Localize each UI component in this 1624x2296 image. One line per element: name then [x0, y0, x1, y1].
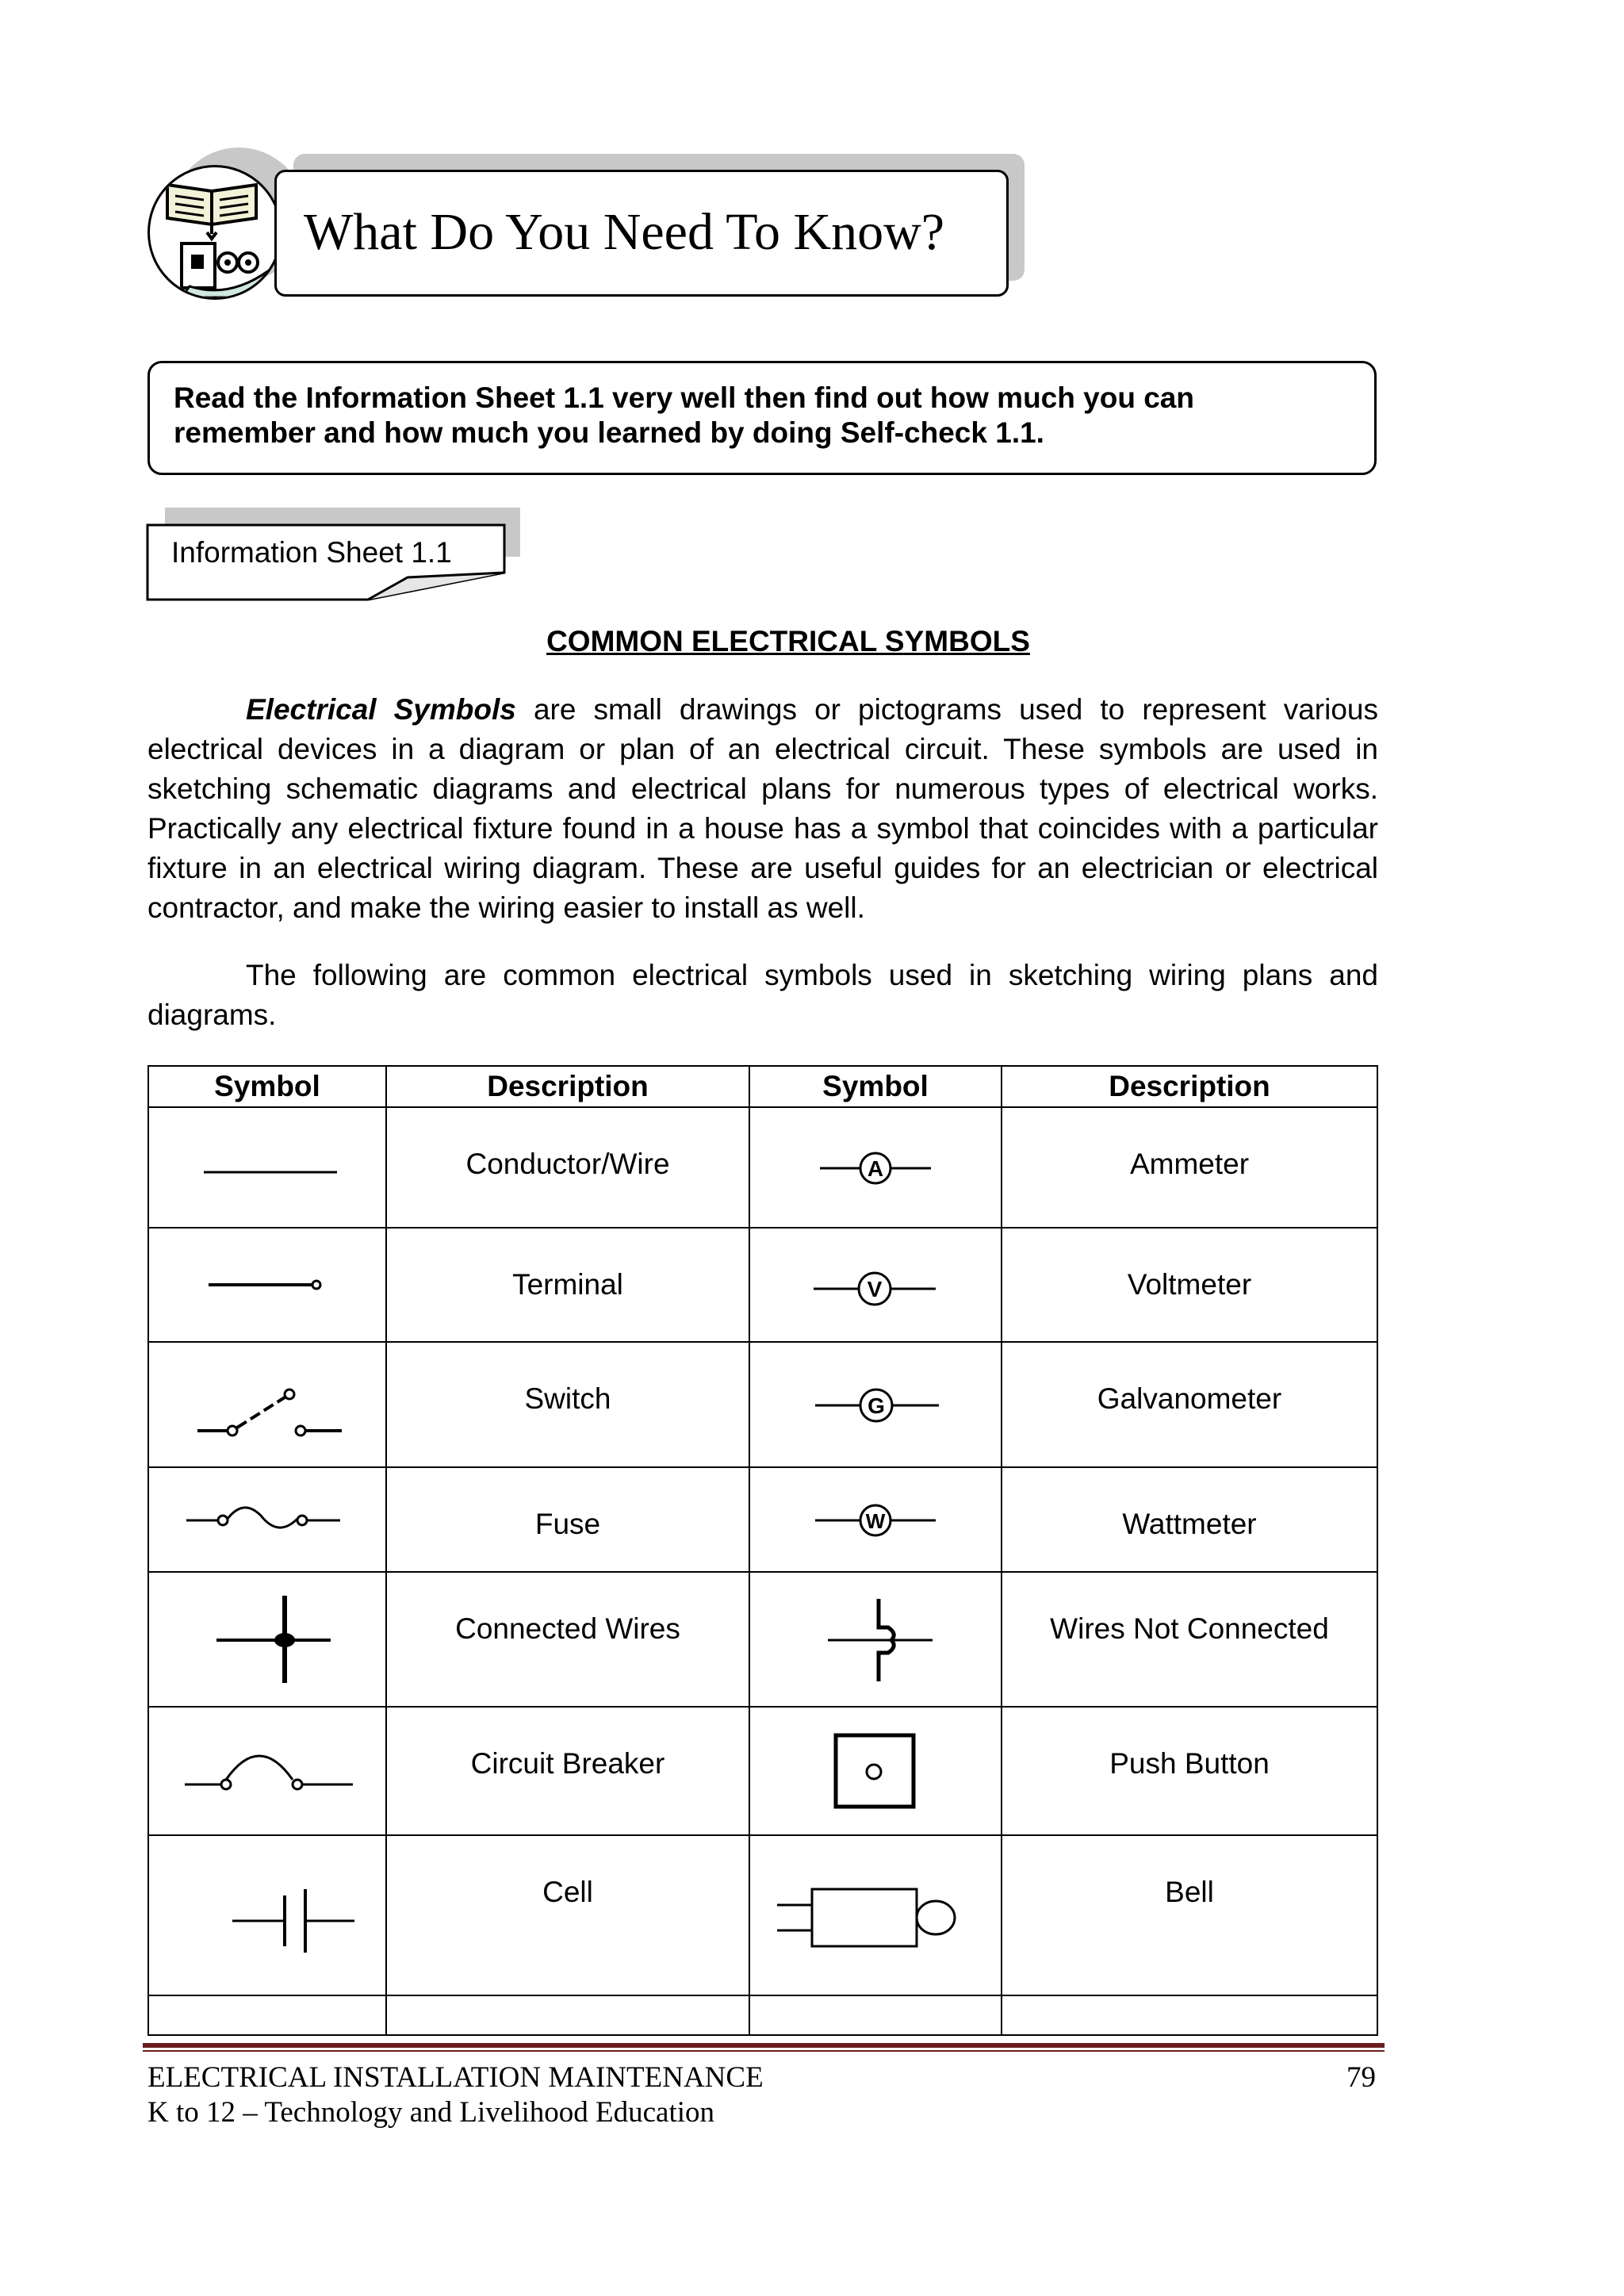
description-cell: Bell — [1002, 1835, 1377, 1995]
info-sheet-label: Information Sheet 1.1 — [171, 536, 452, 569]
connected-wires-symbol — [148, 1572, 386, 1707]
table-header-row — [148, 1066, 1377, 1107]
description-cell: Voltmeter — [1002, 1228, 1377, 1342]
empty-cell — [148, 1995, 386, 2035]
ammeter-symbol — [749, 1107, 1002, 1228]
page-number: 79 — [1346, 2061, 1376, 2094]
push-button-symbol — [749, 1707, 1002, 1835]
description-cell: Galvanometer — [1002, 1342, 1377, 1467]
table-row-empty — [148, 1995, 1377, 2035]
fuse-symbol — [148, 1467, 386, 1572]
lead-in-paragraph — [147, 956, 1378, 1035]
empty-cell — [749, 1995, 1002, 2035]
reading-student-icon — [147, 165, 282, 300]
circuit-breaker-symbol — [148, 1707, 386, 1835]
instruction-text: Read the Information Sheet 1.1 very well then find out how much you can remember and how much you learned by doing Self-check 1.1. — [174, 381, 1194, 449]
meter-letter: W — [865, 1509, 886, 1533]
conductor-wire-symbol — [148, 1107, 386, 1228]
intro-paragraph — [147, 690, 1378, 928]
description-cell: Ammeter — [1002, 1107, 1377, 1228]
wattmeter-symbol — [749, 1467, 1002, 1572]
switch-symbol — [148, 1342, 386, 1467]
footer-rule-thin — [143, 2050, 1385, 2052]
description-cell: Cell — [386, 1835, 749, 1995]
table-row — [148, 1707, 1377, 1835]
wires-not-connected-symbol — [749, 1572, 1002, 1707]
description-cell: Wattmeter — [1002, 1467, 1377, 1572]
table-row — [148, 1342, 1377, 1467]
header-symbol-left: Symbol — [148, 1066, 386, 1107]
symbols-table — [147, 1065, 1378, 2036]
header-description-right: Description — [1002, 1066, 1377, 1107]
footer-rule — [143, 2043, 1385, 2048]
meter-letter: G — [868, 1393, 885, 1418]
section-heading: COMMON ELECTRICAL SYMBOLS — [546, 625, 1030, 657]
footer-curriculum: K to 12 – Technology and Livelihood Education — [147, 2096, 715, 2129]
table-row — [148, 1107, 1377, 1228]
cell-symbol — [148, 1835, 386, 1995]
terminal-symbol — [148, 1228, 386, 1342]
table-row — [148, 1835, 1377, 1995]
voltmeter-symbol — [749, 1228, 1002, 1342]
galvanometer-symbol — [749, 1342, 1002, 1467]
description-cell: Conductor/Wire — [386, 1107, 749, 1228]
empty-cell — [1002, 1995, 1377, 2035]
table-row — [148, 1467, 1377, 1572]
table-row — [148, 1228, 1377, 1342]
intro-body: are small drawings or pictograms used to represent various electrical devices in a diagram or plan of an electrical circuit. These symbols are used in sketching schematic diagrams and electrical plans for numerous types of electrical works. Practically any electrical fixture found in a house has a symbol that coincides with a particular fixture in an electrical wiring diagram. These are useful guides for an electrician or electrical contractor, and make the wiring easier to install as well. — [147, 693, 1379, 924]
bell-symbol — [749, 1835, 1002, 1995]
description-cell: Wires Not Connected — [1002, 1572, 1377, 1707]
description-cell: Push Button — [1002, 1707, 1377, 1835]
banner-title-box — [274, 170, 1009, 297]
description-cell: Switch — [386, 1342, 749, 1467]
footer-course-title: ELECTRICAL INSTALLATION MAINTENANCE — [147, 2061, 764, 2094]
instruction-box — [147, 361, 1377, 475]
lead-in-text: The following are common electrical symbols used in sketching wiring plans and diagrams. — [147, 959, 1378, 1031]
table-row — [148, 1572, 1377, 1707]
page-title: What Do You Need To Know? — [304, 203, 945, 261]
description-cell: Connected Wires — [386, 1572, 749, 1707]
empty-cell — [386, 1995, 749, 2035]
header-symbol-right: Symbol — [749, 1066, 1002, 1107]
header-description-left: Description — [386, 1066, 749, 1107]
description-cell: Fuse — [386, 1467, 749, 1572]
description-cell: Terminal — [386, 1228, 749, 1342]
meter-letter: A — [867, 1156, 884, 1181]
meter-letter: V — [867, 1277, 883, 1301]
intro-term: Electrical Symbols — [246, 693, 516, 726]
description-cell: Circuit Breaker — [386, 1707, 749, 1835]
